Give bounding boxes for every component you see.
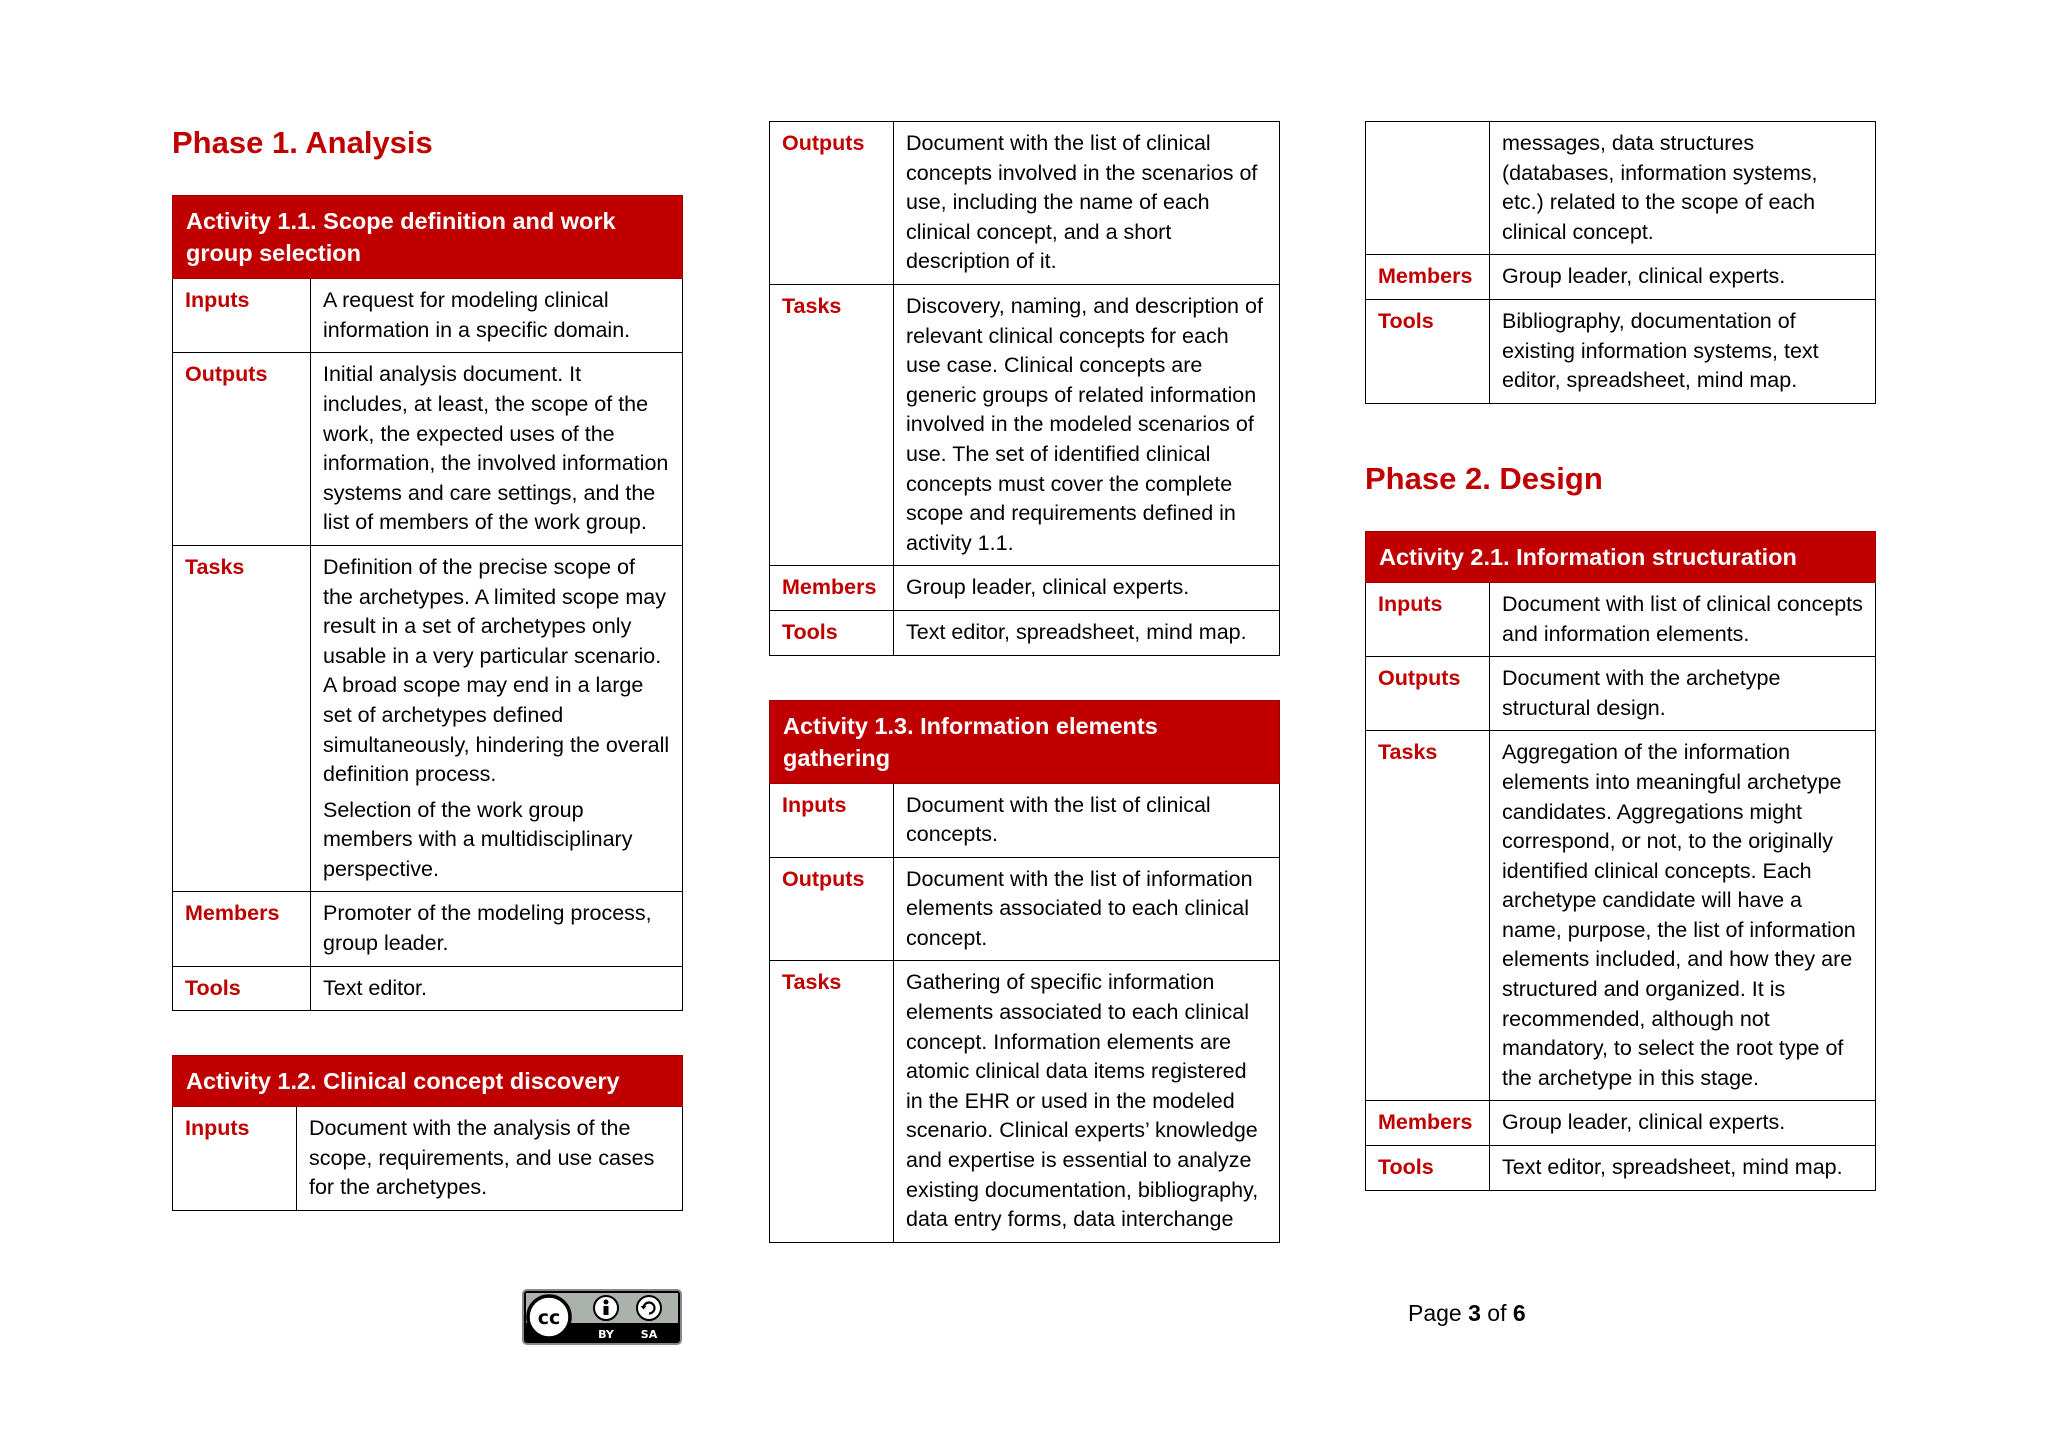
row-value: messages, data structures (databases, information systems, etc.) related to the scope of each clinical concept. bbox=[1490, 122, 1876, 255]
row-value: Document with the list of clinical concepts. bbox=[894, 783, 1280, 857]
activity-title: Activity 1.1. Scope definition and work group selection bbox=[173, 196, 683, 279]
row-key: Tools bbox=[1366, 299, 1490, 403]
row-key: Inputs bbox=[770, 783, 894, 857]
row-key: Inputs bbox=[173, 279, 311, 353]
row-value: Document with list of clinical concepts and information elements. bbox=[1490, 582, 1876, 656]
row-key: Tools bbox=[770, 610, 894, 655]
activity-table-1-3 bbox=[769, 700, 1280, 1243]
activity-title: Activity 1.2. Clinical concept discovery bbox=[173, 1056, 683, 1107]
table-row bbox=[770, 610, 1280, 655]
row-value: A request for modeling clinical information in a specific domain. bbox=[311, 279, 683, 353]
row-value: Gathering of specific information elements associated to each clinical concept. Information elements are atomic clinical data items registered in the EHR or used in the modeled scenario. Clinical experts’ knowledge and expertise is essential to analyze existing documentation, bibliography, data entry forms, data interchange bbox=[894, 961, 1280, 1242]
table-row bbox=[1366, 1101, 1876, 1146]
phase-title: Phase 1. Analysis bbox=[172, 125, 433, 160]
activity-title: Activity 1.3. Information elements gathering bbox=[770, 700, 1280, 783]
paragraph: Definition of the precise scope of the archetypes. A limited scope may result in a set of archetypes only usable in a very particular scenario. A broad scope may end in a large set of archetypes defined simultaneously, hindering the overall definition process. bbox=[323, 554, 670, 787]
row-key: Outputs bbox=[1366, 657, 1490, 731]
license-sa-label: SA bbox=[640, 1328, 658, 1341]
of-word: of bbox=[1487, 1300, 1507, 1326]
table-row bbox=[770, 961, 1280, 1242]
page-total: 6 bbox=[1512, 1300, 1526, 1326]
row-key: Members bbox=[1366, 1101, 1490, 1146]
row-key: Members bbox=[173, 892, 311, 966]
row-value: Discovery, naming, and description of relevant clinical concepts for each use case. Clinical concepts are generic groups of related information involved in the modeled scenarios of use. The set of identified clinical concepts must cover the complete scope and requirements defined in activity 1.1. bbox=[894, 284, 1280, 565]
table-row bbox=[1366, 582, 1876, 656]
row-key: Outputs bbox=[770, 857, 894, 961]
paragraph: Selection of the work group members with a multidisciplinary perspective. bbox=[323, 797, 633, 881]
table-row bbox=[770, 284, 1280, 565]
row-value: Text editor, spreadsheet, mind map. bbox=[894, 610, 1280, 655]
license-by-label: BY bbox=[598, 1328, 614, 1341]
table-row bbox=[1366, 122, 1876, 255]
row-value: Initial analysis document. It includes, at least, the scope of the work, the expected uses of the information, the involved information systems and care settings, and the list of members of the work group. bbox=[311, 353, 683, 546]
page-word: Page bbox=[1408, 1300, 1462, 1326]
row-key: Members bbox=[1366, 255, 1490, 300]
row-key: Outputs bbox=[173, 353, 311, 546]
table-row bbox=[1366, 657, 1876, 731]
row-key: Inputs bbox=[173, 1107, 297, 1211]
row-key: Outputs bbox=[770, 122, 894, 285]
table-row bbox=[770, 122, 1280, 285]
row-key: Tools bbox=[173, 966, 311, 1011]
row-value: Document with the analysis of the scope, requirements, and use cases for the archetypes. bbox=[297, 1107, 683, 1211]
row-key: Members bbox=[770, 566, 894, 611]
table-row bbox=[173, 892, 683, 966]
column-3 bbox=[1365, 121, 1876, 1191]
row-value: Document with the archetype structural design. bbox=[1490, 657, 1876, 731]
activity-table-2-1 bbox=[1365, 531, 1876, 1191]
table-row bbox=[770, 857, 1280, 961]
cc-license-icon bbox=[524, 1291, 680, 1343]
row-value: Aggregation of the information elements into meaningful archetype candidates. Aggregations might correspond, or not, to the originally identified clinical concepts. Each archetype candidate will have a name, purpose, the list of information elements included, and how they are structured and organized. It is recommended, although not mandatory, to select the root type of the archetype in this stage. bbox=[1490, 731, 1876, 1101]
cc-by-sa-license-badge bbox=[522, 1289, 682, 1345]
table-row bbox=[770, 566, 1280, 611]
row-value: Group leader, clinical experts. bbox=[1490, 1101, 1876, 1146]
row-value: Text editor, spreadsheet, mind map. bbox=[1490, 1146, 1876, 1191]
row-key: Tasks bbox=[1366, 731, 1490, 1101]
column-2 bbox=[769, 121, 1280, 1243]
column-1 bbox=[172, 124, 683, 1211]
table-row bbox=[173, 545, 683, 892]
page-number bbox=[1408, 1300, 1526, 1327]
row-value bbox=[311, 545, 683, 892]
activity-table-1-3-continued bbox=[1365, 121, 1876, 404]
row-key: Tasks bbox=[770, 284, 894, 565]
activity-table-1-2-continued bbox=[769, 121, 1280, 656]
table-row bbox=[173, 279, 683, 353]
row-value: Group leader, clinical experts. bbox=[894, 566, 1280, 611]
table-row bbox=[1366, 299, 1876, 403]
table-row bbox=[1366, 731, 1876, 1101]
row-key-empty bbox=[1366, 122, 1490, 255]
page-current: 3 bbox=[1468, 1300, 1481, 1326]
phase-title: Phase 2. Design bbox=[1365, 460, 1603, 496]
row-value: Document with the list of clinical concepts involved in the scenarios of use, including the name of each clinical concept, and a short description of it. bbox=[894, 122, 1280, 285]
activity-title: Activity 2.1. Information structuration bbox=[1366, 531, 1876, 582]
table-row bbox=[770, 783, 1280, 857]
row-key: Tasks bbox=[770, 961, 894, 1242]
table-row bbox=[173, 966, 683, 1011]
row-key: Tools bbox=[1366, 1146, 1490, 1191]
row-value: Promoter of the modeling process, group leader. bbox=[311, 892, 683, 966]
row-value: Group leader, clinical experts. bbox=[1490, 255, 1876, 300]
row-value: Bibliography, documentation of existing information systems, text editor, spreadsheet, mind map. bbox=[1490, 299, 1876, 403]
activity-table-1-2 bbox=[172, 1055, 683, 1211]
svg-text:cc: cc bbox=[537, 1307, 561, 1329]
table-row bbox=[173, 1107, 683, 1211]
row-value: Document with the list of information elements associated to each clinical concept. bbox=[894, 857, 1280, 961]
row-key: Inputs bbox=[1366, 582, 1490, 656]
table-row bbox=[1366, 1146, 1876, 1191]
activity-table-1-1 bbox=[172, 195, 683, 1011]
row-key: Tasks bbox=[173, 545, 311, 892]
table-row bbox=[1366, 255, 1876, 300]
row-value: Text editor. bbox=[311, 966, 683, 1011]
table-row bbox=[173, 353, 683, 546]
